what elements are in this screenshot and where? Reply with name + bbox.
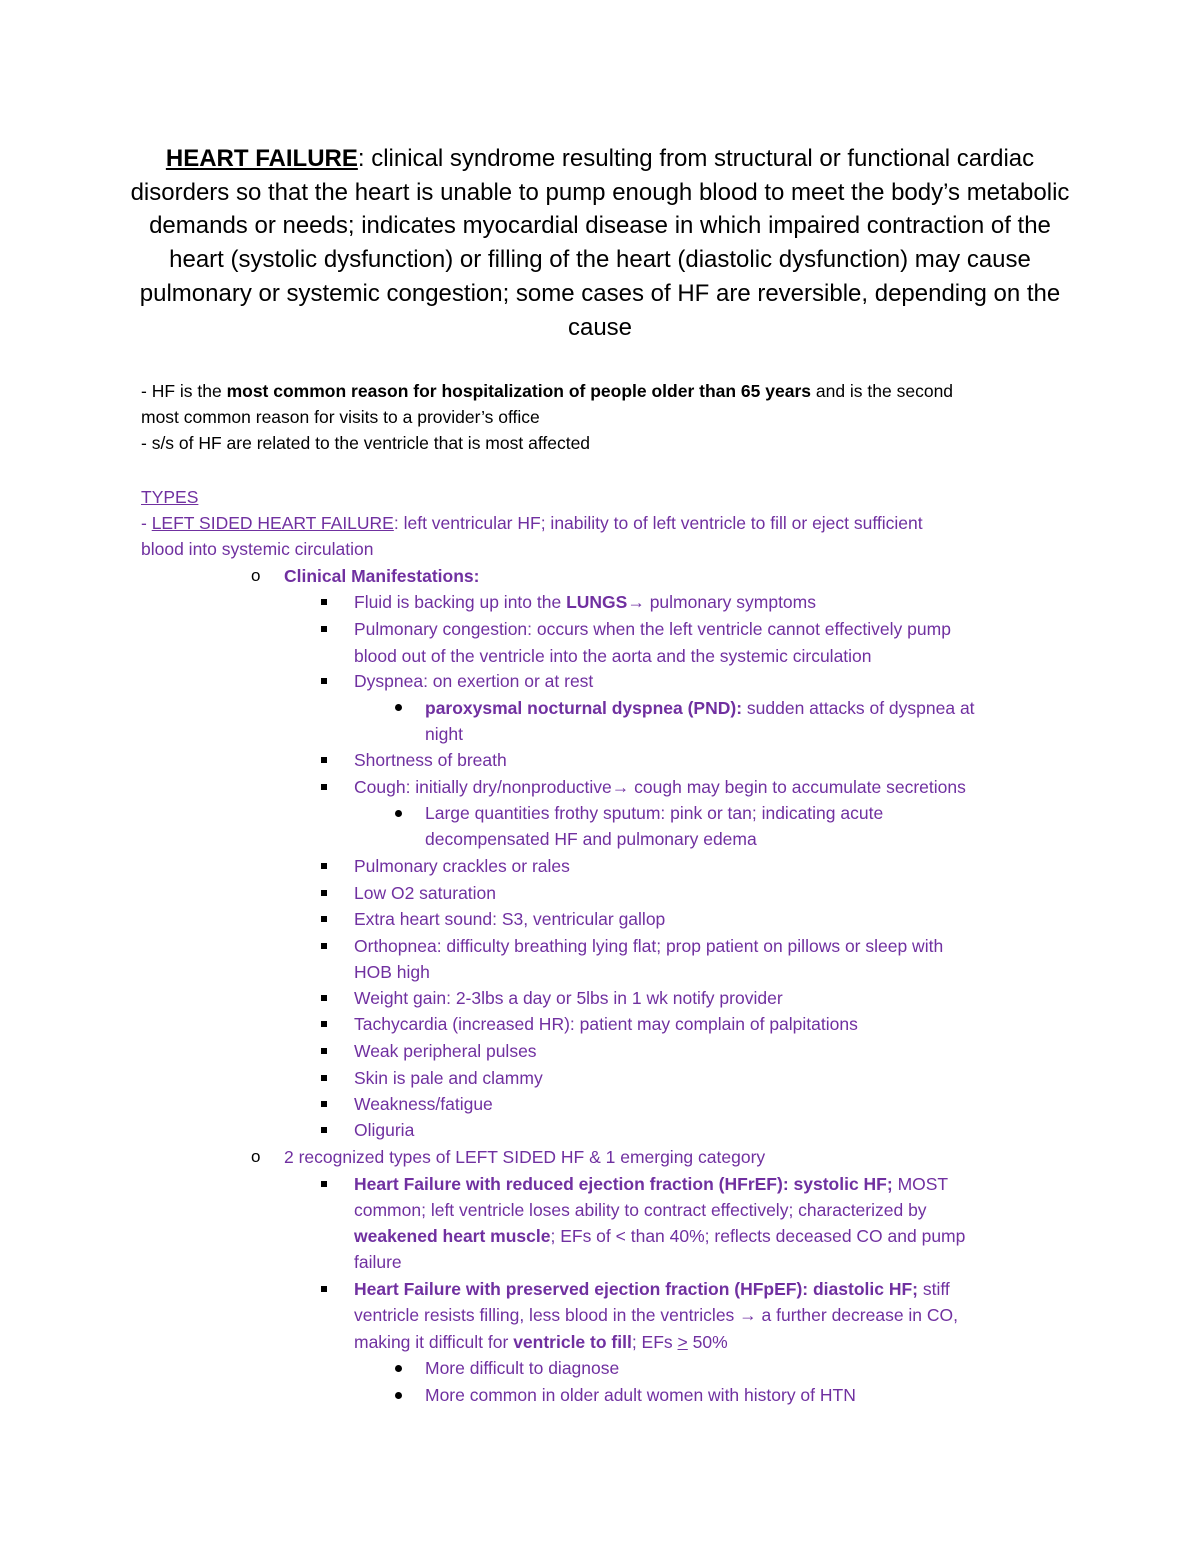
arrow-icon: → <box>627 592 645 612</box>
square-bullet-icon <box>321 890 327 896</box>
list-item: More difficult to diagnose <box>425 1358 620 1378</box>
list-item-continued: blood out of the ventricle into the aorta and the systemic circulation <box>354 646 872 666</box>
list-item: Shortness of breath <box>354 750 507 770</box>
bullet-o-marker: o <box>251 1147 261 1166</box>
square-bullet-icon <box>321 1127 327 1133</box>
list-item: Tachycardia (increased HR): patient may complain of palpitations <box>354 1014 858 1034</box>
list-item: Weight gain: 2-3lbs a day or 5lbs in 1 wk notify provider <box>354 988 783 1008</box>
arrow-icon: → <box>611 777 630 797</box>
list-item: Large quantities frothy sputum: pink or tan; indicating acute <box>425 803 884 823</box>
title-definition: : clinical syndrome resulting from structural or functional cardiac disorders so that the heart is unable to pump enough blood to meet the body’s metabolic demands or needs; indicates myocardial disease in which impaired contraction of the heart (systolic dysfunction) or filling of the heart (diastolic dysfunction) may cause pulmonary or systemic congestion; some cases of HF are reversible, depending on the cause <box>130 145 1070 341</box>
square-bullet-icon <box>321 943 327 949</box>
list-item: paroxysmal nocturnal dyspnea (PND): sudden attacks of dyspnea at <box>425 698 975 718</box>
list-item-continued: making it difficult for ventricle to fill; EFs > 50% <box>354 1332 728 1352</box>
list-item-continued: ventricle resists filling, less blood in the ventricles → a further decrease in CO, <box>354 1305 959 1325</box>
intro-line-1: - HF is the most common reason for hospitalization of people older than 65 years and is the second <box>141 381 954 401</box>
list-item: Oliguria <box>354 1120 415 1140</box>
list-item: Heart Failure with preserved ejection fraction (HFpEF): diastolic HF; stiff <box>354 1279 950 1299</box>
square-bullet-icon <box>321 626 327 632</box>
square-bullet-icon <box>321 1286 327 1292</box>
square-bullet-icon <box>321 1181 327 1187</box>
lshf-label: LEFT SIDED HEART FAILURE <box>151 513 394 533</box>
list-item: Dyspnea: on exertion or at rest <box>354 671 594 691</box>
lshf-line-1: - LEFT SIDED HEART FAILURE: left ventricular HF; inability to of left ventricle to fill or eject sufficient <box>141 513 923 533</box>
list-item: Skin is pale and clammy <box>354 1068 543 1088</box>
square-bullet-icon <box>321 784 327 790</box>
square-bullet-icon <box>321 1048 327 1054</box>
list-item: Pulmonary crackles or rales <box>354 856 570 876</box>
square-bullet-icon <box>321 863 327 869</box>
list-item-continued: night <box>425 724 463 744</box>
list-item-continued: failure <box>354 1252 402 1272</box>
intro-line-3: - s/s of HF are related to the ventricle that is most affected <box>141 433 591 453</box>
square-bullet-icon <box>321 1101 327 1107</box>
arrow-icon: → <box>739 1305 757 1325</box>
square-bullet-icon <box>321 757 327 763</box>
title-term: HEART FAILURE <box>165 145 358 172</box>
bullet-o-marker: o <box>251 566 261 585</box>
list-item-continued: common; left ventricle loses ability to contract effectively; characterized by <box>354 1200 927 1220</box>
round-bullet-icon <box>395 1365 402 1372</box>
list-item: Cough: initially dry/nonproductive→ cough may begin to accumulate secretions <box>354 777 966 797</box>
square-bullet-icon <box>321 678 327 684</box>
intro-line-2: most common reason for visits to a provider’s office <box>141 407 540 427</box>
list-item: Orthopnea: difficulty breathing lying flat; prop patient on pillows or sleep with <box>354 936 944 956</box>
list-item: Pulmonary congestion: occurs when the left ventricle cannot effectively pump <box>354 619 951 639</box>
page-title <box>130 142 1070 344</box>
list-item: Weak peripheral pulses <box>354 1041 537 1061</box>
lshf-types-heading: 2 recognized types of LEFT SIDED HF & 1 emerging category <box>284 1147 766 1167</box>
list-item-continued: decompensated HF and pulmonary edema <box>425 829 757 849</box>
round-bullet-icon <box>395 1392 402 1399</box>
square-bullet-icon <box>321 916 327 922</box>
clinical-heading: Clinical Manifestations: <box>284 566 480 586</box>
list-item-continued: weakened heart muscle; EFs of < than 40%; reflects deceased CO and pump <box>354 1226 966 1246</box>
square-bullet-icon <box>321 1021 327 1027</box>
list-item: Heart Failure with reduced ejection fraction (HFrEF): systolic HF; MOST <box>354 1174 949 1194</box>
square-bullet-icon <box>321 1075 327 1081</box>
list-item: Weakness/fatigue <box>354 1094 493 1114</box>
square-bullet-icon <box>321 599 327 605</box>
list-item: More common in older adult women with history of HTN <box>425 1385 856 1405</box>
square-bullet-icon <box>321 995 327 1001</box>
list-item: Low O2 saturation <box>354 883 497 903</box>
list-item: Extra heart sound: S3, ventricular gallop <box>354 909 666 929</box>
types-heading: TYPES <box>141 487 199 507</box>
lshf-line-2: blood into systemic circulation <box>141 539 374 559</box>
list-item-continued: HOB high <box>354 962 430 982</box>
round-bullet-icon <box>395 704 402 711</box>
list-item: Fluid is backing up into the LUNGS→ pulmonary symptoms <box>354 592 816 612</box>
round-bullet-icon <box>395 810 402 817</box>
